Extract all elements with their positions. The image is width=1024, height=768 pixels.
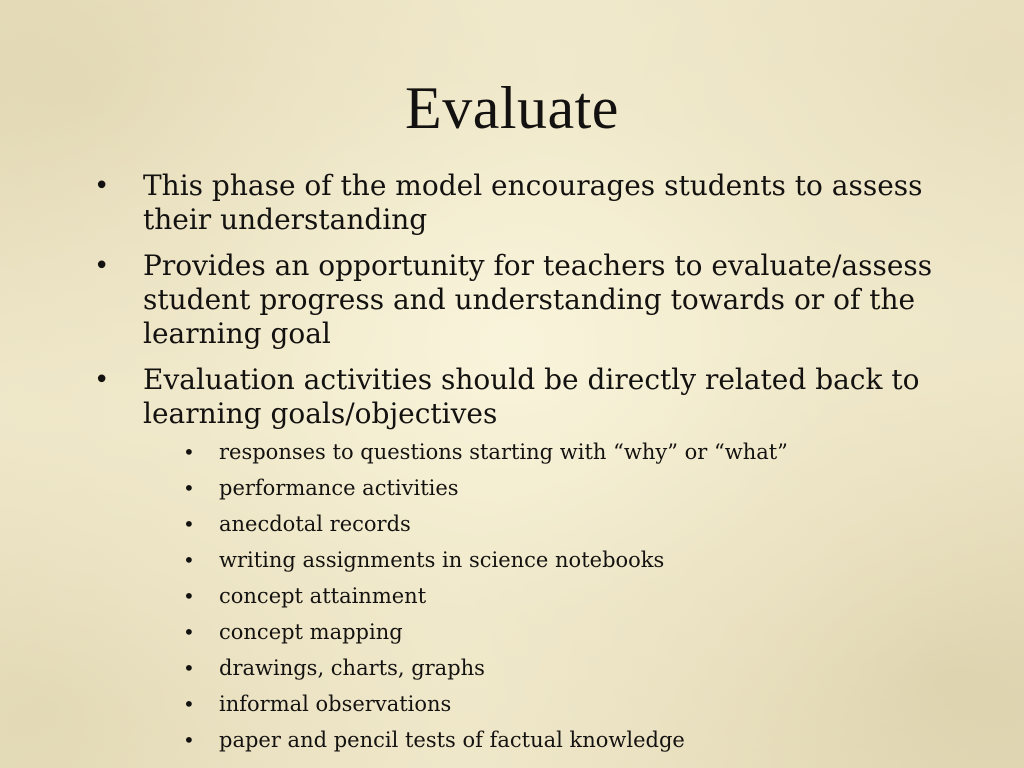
sub-bullet-text: concept mapping: [219, 620, 403, 644]
main-bullet-list: [94, 169, 974, 754]
sub-bullet-text: informal observations: [219, 692, 452, 716]
sub-bullet-item: [183, 439, 974, 466]
bullet-text: This phase of the model encourages students to assess their understanding: [143, 169, 923, 236]
bullet-dot-icon: •: [94, 365, 110, 395]
sub-bullet-item: [183, 475, 974, 502]
bullet-dot-icon: •: [94, 171, 110, 201]
sub-bullet-list: [94, 439, 974, 754]
sub-bullet-item: [183, 547, 974, 574]
sub-bullet-dot-icon: •: [183, 620, 195, 644]
bullet-text: Evaluation activities should be directly related back to learning goals/objectives: [143, 363, 920, 430]
sub-bullet-item: [183, 511, 974, 538]
sub-bullet-item: [183, 691, 974, 718]
sub-bullet-text: anecdotal records: [219, 512, 411, 536]
sub-bullet-text: paper and pencil tests of factual knowledge: [219, 728, 685, 752]
sub-bullet-item: [183, 619, 974, 646]
sub-bullet-text: performance activities: [219, 476, 459, 500]
slide-title: Evaluate: [405, 75, 619, 141]
sub-bullet-dot-icon: •: [183, 728, 195, 752]
sub-bullet-text: writing assignments in science notebooks: [219, 548, 665, 572]
sub-bullet-item: [183, 727, 974, 754]
sub-bullet-dot-icon: •: [183, 584, 195, 608]
bullet-item: [94, 249, 974, 351]
sub-bullet-text: responses to questions starting with “why” or “what”: [219, 440, 788, 464]
sub-bullet-item: [183, 583, 974, 610]
sub-bullet-text: concept attainment: [219, 584, 427, 608]
sub-bullet-item: [183, 655, 974, 682]
sub-bullet-dot-icon: •: [183, 692, 195, 716]
sub-bullet-dot-icon: •: [183, 656, 195, 680]
sub-bullet-dot-icon: •: [183, 512, 195, 536]
sub-bullet-dot-icon: •: [183, 440, 195, 464]
bullet-text: Provides an opportunity for teachers to evaluate/assess student progress and understanding towards or of the learning goal: [143, 249, 933, 350]
bullet-dot-icon: •: [94, 251, 110, 281]
sub-bullet-text: drawings, charts, graphs: [219, 656, 485, 680]
slide-content: [94, 169, 974, 766]
bullet-item: [94, 363, 974, 754]
sub-bullet-dot-icon: •: [183, 548, 195, 572]
sub-bullet-dot-icon: •: [183, 476, 195, 500]
bullet-item: [94, 169, 974, 237]
